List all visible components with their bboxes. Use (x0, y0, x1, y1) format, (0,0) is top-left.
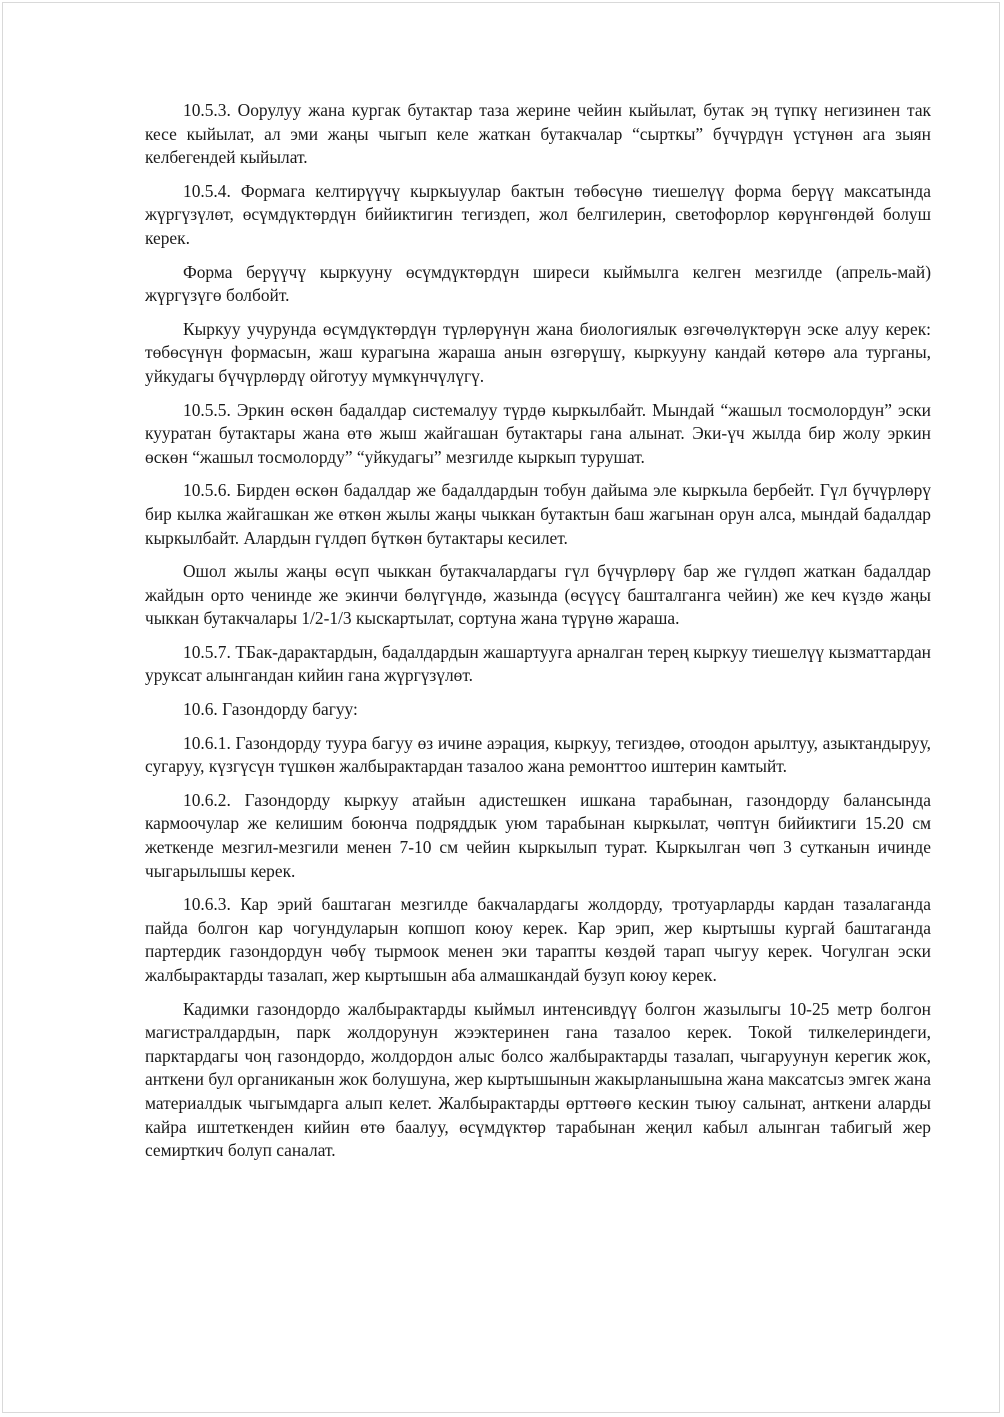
document-body (145, 99, 931, 1173)
paragraph-10-5-4: 10.5.4. Формага келтирүүчү кыркыуулар бактын төбөсүнө тиешелүү форма берүү максатында жүргүзүлөт, өсүмдүктөрдүн бийиктигин тегиздеп, жол белгилерин, светофорлор көрүнгөндөй болуш керек. (145, 180, 931, 248)
paragraph-pruning-considerations: Кыркуу учурунда өсүмдүктөрдүн түрлөрүнүн жана биологиялык өзгөчөлүктөрүн эске алуу керек: төбөсүнүн формасын, жаш курагына жараша анын өзгөрүшү, кыркууну кандай көтөрө ала турганы, уйкудагы бүчүрлөрдү ойготуу мүмкүнчүлүгү. (145, 318, 931, 386)
paragraph-10-5-3: 10.5.3. Оорулуу жана кургак бутактар таза жерине чейин кыйылат, бутак эң түпкү негизинен так кесе кыйылат, ал эми жаңы чыгып келе жаткан бутакчалар “сырткы” бүчүрдүн үстүнөн ага зыян келбегендей кыйылат. (145, 100, 931, 168)
paragraph-10-5-5: 10.5.5. Эркин өскөн бадалдар системалуу түрдө кыркылбайт. Мындай “жашыл тосмолордун” эски кууратан бутактары жана өтө жыш жайгашан бутактары гана алынат. Эки-үч жылда бир жолу эркин өскөн “жашыл тосмолорду” “уйкудагы” мезгилде кыркып турушат. (145, 399, 931, 467)
paragraph-10-5-7: 10.5.7. ТБак-дарактардын, бадалдардын жашартууга арналган терең кыркуу тиешелүү кызматтардан уруксат алынгандан кийин гана жүргүзүлөт. (145, 641, 931, 686)
section-heading-10-6: 10.6. Газондорду багуу: (183, 699, 358, 720)
paragraph-flowering-shrubs: Ошол жылы жаңы өсүп чыккан бутакчалардагы гүл бүчүрлөрү бар же гүлдөп жаткан бадалдар жайдын орто ченинде же экинчи бөлүгүндө, жазында (өсүүсү башталганга чейин) же кеч күздө жаңы чыккан бутакчалары 1/2-1/3 кыскартылат, сортуна жана түрүнө жараша. (145, 561, 931, 629)
paragraph-10-6-3: 10.6.3. Кар эрий баштаган мезгилде бакчалардагы жолдорду, тротуарларды кардан тазалаганда пайда болгон кар чогундуларын копшоп коюу керек. Кар эрип, жер кыртышы кургай баштаганда партердик газондордун чөбү тырмоок менен эки тарапты көздөй тарап чыгуу керек. Чогулган эски жалбырактарды тазалап, жер кыртышын аба алмашкандай бузуп коюу керек. (145, 894, 931, 985)
paragraph-10-6-2: 10.6.2. Газондорду кыркуу атайын адистешкен ишкана тарабынан, газондорду балансында кармоочулар же келишим боюнча подряддык уюм тарабынан кыркылат, чөптүн бийиктиги 15.20 см жеткенде мезгил-мезгили менен 7-10 см чейин кыркылып турат. Кыркылган чөп 3 сутканын ичинде чыгарылышы керек. (145, 789, 931, 881)
document-page (2, 2, 1000, 1413)
paragraph-ordinary-lawns: Кадимки газондордо жалбырактарды кыймыл интенсивдүү болгон жазылыгы 10-25 метр болгон магистралдардын, парк жолдорунун жээктеринен гана тазалоо керек. Токой тилкелериндеги, парктардагы чоң газондордо, жолдордон алыс болсо жалбырактарды тазалап, чыгаруунун керегик жок, анткени бул органиканын жок болушуна, жер кыртышынын жакырланышына жана максатсыз эмгек жана материалдык чыгымдарга алып келет. Жалбырактарды өрттөөгө кескин тыюу салынат, анткени аларды кайра иштеткенден кийин өтө баалуу, өсүмдүктөр тарабынан жеңил кабыл алынган табигый жер семирткич болуп саналат. (145, 998, 931, 1161)
paragraph-10-6-1: 10.6.1. Газондорду туура багуу өз ичине аэрация, кыркуу, тегиздөө, отоодон арылтуу, азыктандыруу, сугаруу, күзгүсүн түшкөн жалбырактардан тазалоо жана ремонттоо иштерин камтыйт. (145, 732, 931, 777)
paragraph-10-5-6: 10.5.6. Бирден өскөн бадалдар же бадалдардын тобун дайыма эле кыркыла бербейт. Гүл бүчүрлөрү бир кылка жайгашкан же өткөн жылы жаңы чыккан бутактын баш жагынан орун алса, мындай бадалдар кыркылбайт. Алардын гүлдөп бүткөн бутактары кесилет. (145, 480, 931, 548)
paragraph-shaping-season: Форма берүүчү кыркууну өсүмдүктөрдүн ширеси кыймылга келген мезгилде (апрель-май) жүргүзүгө болбойт. (145, 261, 931, 306)
